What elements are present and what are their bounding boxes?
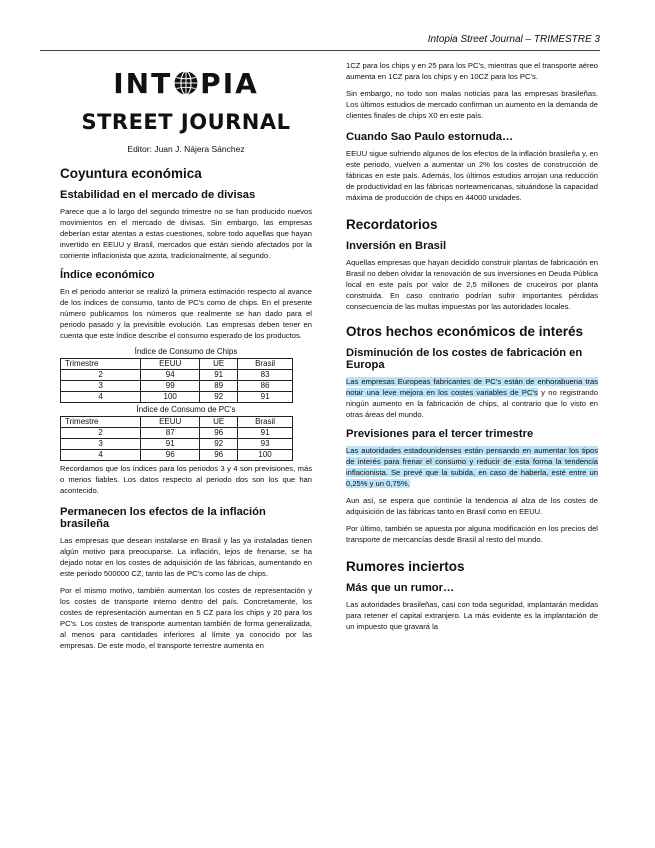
paragraph-highlighted xyxy=(346,445,598,489)
table-header-cell: Brasil xyxy=(238,359,293,370)
table-cell: 91 xyxy=(200,370,238,381)
table-cell: 92 xyxy=(200,392,238,403)
section-title-rumores: Rumores inciertos xyxy=(346,559,465,574)
table-row xyxy=(61,439,293,450)
running-header xyxy=(40,34,600,51)
table-cell: 3 xyxy=(61,381,141,392)
table-cell: 93 xyxy=(238,439,293,450)
right-column xyxy=(346,60,598,638)
table-caption-chips: Índice de Consumo de Chips xyxy=(134,347,238,356)
editor-line: Editor: Juan J. Nájera Sánchez xyxy=(127,144,245,154)
table-cell: 91 xyxy=(238,428,293,439)
table-cell: 83 xyxy=(238,370,293,381)
table-cell: 86 xyxy=(238,381,293,392)
table-cell: 87 xyxy=(141,428,200,439)
globe-icon xyxy=(173,70,199,96)
subheading-inversion-brasil: Inversión en Brasil xyxy=(346,240,447,252)
table-header-row xyxy=(61,359,293,370)
table-header-cell: UE xyxy=(200,417,238,428)
table-cell: 96 xyxy=(141,450,200,461)
paragraph-highlighted xyxy=(346,376,598,420)
section-title-otros-hechos: Otros hechos económicos de interés xyxy=(346,324,584,339)
table-header-cell: Trimestre xyxy=(61,359,141,370)
pcs-consumption-table xyxy=(60,416,293,461)
table-cell: 2 xyxy=(61,428,141,439)
table-header-cell: EEUU xyxy=(141,417,200,428)
chips-consumption-table xyxy=(60,358,293,403)
table-cell: 89 xyxy=(200,381,238,392)
highlighted-text: Las empresas Europeas fabricantes de PC’s están de enhorabuena tras notar una leve mejora en los costes variables de PC’s xyxy=(346,377,598,397)
masthead xyxy=(60,66,312,154)
paragraph: 1CZ para los chips y en 25 para los PC’s, mientras que el transporte aéreo aumenta en 1CZ para los chips y en 10CZ para los PC’s. xyxy=(346,61,598,81)
logo xyxy=(60,66,312,100)
subheading-sao-paulo: Cuando Sao Paulo estornuda… xyxy=(346,131,514,143)
subheading-costes-europa: Disminución de los costes de fabricación en Europa xyxy=(346,347,583,371)
section-title-coyuntura: Coyuntura económica xyxy=(60,166,202,181)
paragraph: Aquellas empresas que hayan decidido construir plantas de fabricación en Brasil no deben olvidar la renovación de sus inversiones en Deuda Pública local en este país por valor de 2,5 millones de cruceiros por planta construida. En caso contrario podrían sufrir importantes pérdidas consecuencia de las multas impuestas por las autoridades locales. xyxy=(346,258,598,311)
table-row xyxy=(61,370,293,381)
paragraph: En el periodo anterior se realizó la primera estimación respecto al avance de los índices de consumo, tanto de PC’s como de chips. En el presente número publicamos los números que realmente se han dado para el periodo pasado y la previsible evolución. Las empresas deben tener en cuenta que este índice describe el consumo esperado de los productos. xyxy=(60,287,312,340)
paragraph: Aun así, se espera que continúe la tendencia al alza de los costes de adquisición de las fábricas tanto en Brasil como en EEUU. xyxy=(346,496,598,516)
table-cell: 96 xyxy=(200,450,238,461)
table-caption-pcs: Índice de Consumo de PC’s xyxy=(136,405,236,414)
subheading-indice: Índice económico xyxy=(60,269,155,281)
paragraph: Por último, también se apuesta por alguna modificación en los precios del transporte de mercancías desde Brasil al resto del mundo. xyxy=(346,524,598,544)
table-cell: 91 xyxy=(141,439,200,450)
table-header-cell: Trimestre xyxy=(61,417,141,428)
table-header-row xyxy=(61,417,293,428)
section-title-recordatorios: Recordatorios xyxy=(346,217,438,232)
table-row xyxy=(61,381,293,392)
table-cell: 3 xyxy=(61,439,141,450)
table-cell: 94 xyxy=(141,370,200,381)
paragraph: Las empresas que desean instalarse en Brasil y las ya instaladas tienen algún motivo para preocuparse. La inflación, lejos de frenarse, se ha dejado notar en los costes de adquisición de las fábricas, aumentando en este periodo 500000 CZ, tanto las de PC’s como las de chips. xyxy=(60,536,312,578)
subheading-divisas: Estabilidad en el mercado de divisas xyxy=(60,189,256,201)
table-cell: 4 xyxy=(61,450,141,461)
table-row xyxy=(61,392,293,403)
paper-title: STREET JOURNAL xyxy=(81,110,291,134)
left-column xyxy=(60,64,312,657)
paragraph: Por el mismo motivo, también aumentan los costes de representación y los costes de transporte interno dentro del país. Concretamente, los costes de representación aumentan en 5 CZ para los chips y 20 para los PC’s. Los costes de transporte aumentan también de forma generalizada, al menos para cantidades inferiores al límite ya conocido por las empresas. De este modo, el transporte terrestre aumenta en xyxy=(60,586,312,650)
paragraph-text: y no registrando ningún aumento en la fabricación de chips, al contrario que lo visto en otras áreas del mundo. xyxy=(346,388,598,419)
subheading-previsiones: Previsiones para el tercer trimestre xyxy=(346,428,534,440)
highlighted-text: Las autoridades estadounidenses están pensando en aumentar los tipos de interés para frenar el consumo y reducir de esta forma la tendencia inflacionista. Se prevé que la subida, en caso de haberla, esté entre un 0,25% y un 0,75%. xyxy=(346,446,598,488)
subheading-inflacion: Permanecen los efectos de la inflación brasileña xyxy=(60,506,266,530)
table-cell: 91 xyxy=(238,392,293,403)
paragraph: Sin embargo, no todo son malas noticias para las empresas brasileñas. Los últimos estudios de mercado confirman un aumento en la demanda de clientes finales de chips X0 en este país. xyxy=(346,89,598,120)
subheading-mas-que-rumor: Más que un rumor… xyxy=(346,582,455,594)
paragraph: Recordamos que los índices para los periodos 3 y 4 son previsiones, más o menos fiables. Los datos respecto al periodo dos son los que han acontecido. xyxy=(60,464,312,495)
running-title: Intopia Street Journal – TRIMESTRE 3 xyxy=(427,34,600,45)
table-cell: 96 xyxy=(200,428,238,439)
table-row xyxy=(61,450,293,461)
table-cell: 92 xyxy=(200,439,238,450)
logo-text-left: INT xyxy=(113,66,173,100)
table-header-cell: EEUU xyxy=(141,359,200,370)
table-cell: 99 xyxy=(141,381,200,392)
paragraph: EEUU sigue sufriendo algunos de los efectos de la inflación brasileña y, en este periodo, vuelven a aumentar un 2% los costes de construcción de fábricas en este país. Además, los últimos estudios arrojan una reducción de productividad en las fábricas norteamericanas, situándose la capacidad máxima de producción de chips en 44000 unidades. xyxy=(346,149,598,202)
table-cell: 4 xyxy=(61,392,141,403)
table-header-cell: Brasil xyxy=(238,417,293,428)
table-header-cell: UE xyxy=(200,359,238,370)
paragraph: Parece que a lo largo del segundo trimestre no se han producido nuevos movimientos en el mercado de divisas. Sin embargo, las empresas deberían estar atentas a estas cuestiones, sobre todo aquellas que hayan invertido en EEUU y Brasil, mercados que están siendo afectados por la corriente inflacionista que azota, tradicionalmente, al segundo. xyxy=(60,207,312,260)
table-cell: 100 xyxy=(141,392,200,403)
table-row xyxy=(61,428,293,439)
logo-text-right: PIA xyxy=(200,66,259,100)
paragraph: Las autoridades brasileñas, casi con toda seguridad, implantarán medidas para retener el capital extranjero. La más evidente es la implantación de un impuesto que gravará la xyxy=(346,600,598,631)
table-cell: 100 xyxy=(238,450,293,461)
table-cell: 2 xyxy=(61,370,141,381)
